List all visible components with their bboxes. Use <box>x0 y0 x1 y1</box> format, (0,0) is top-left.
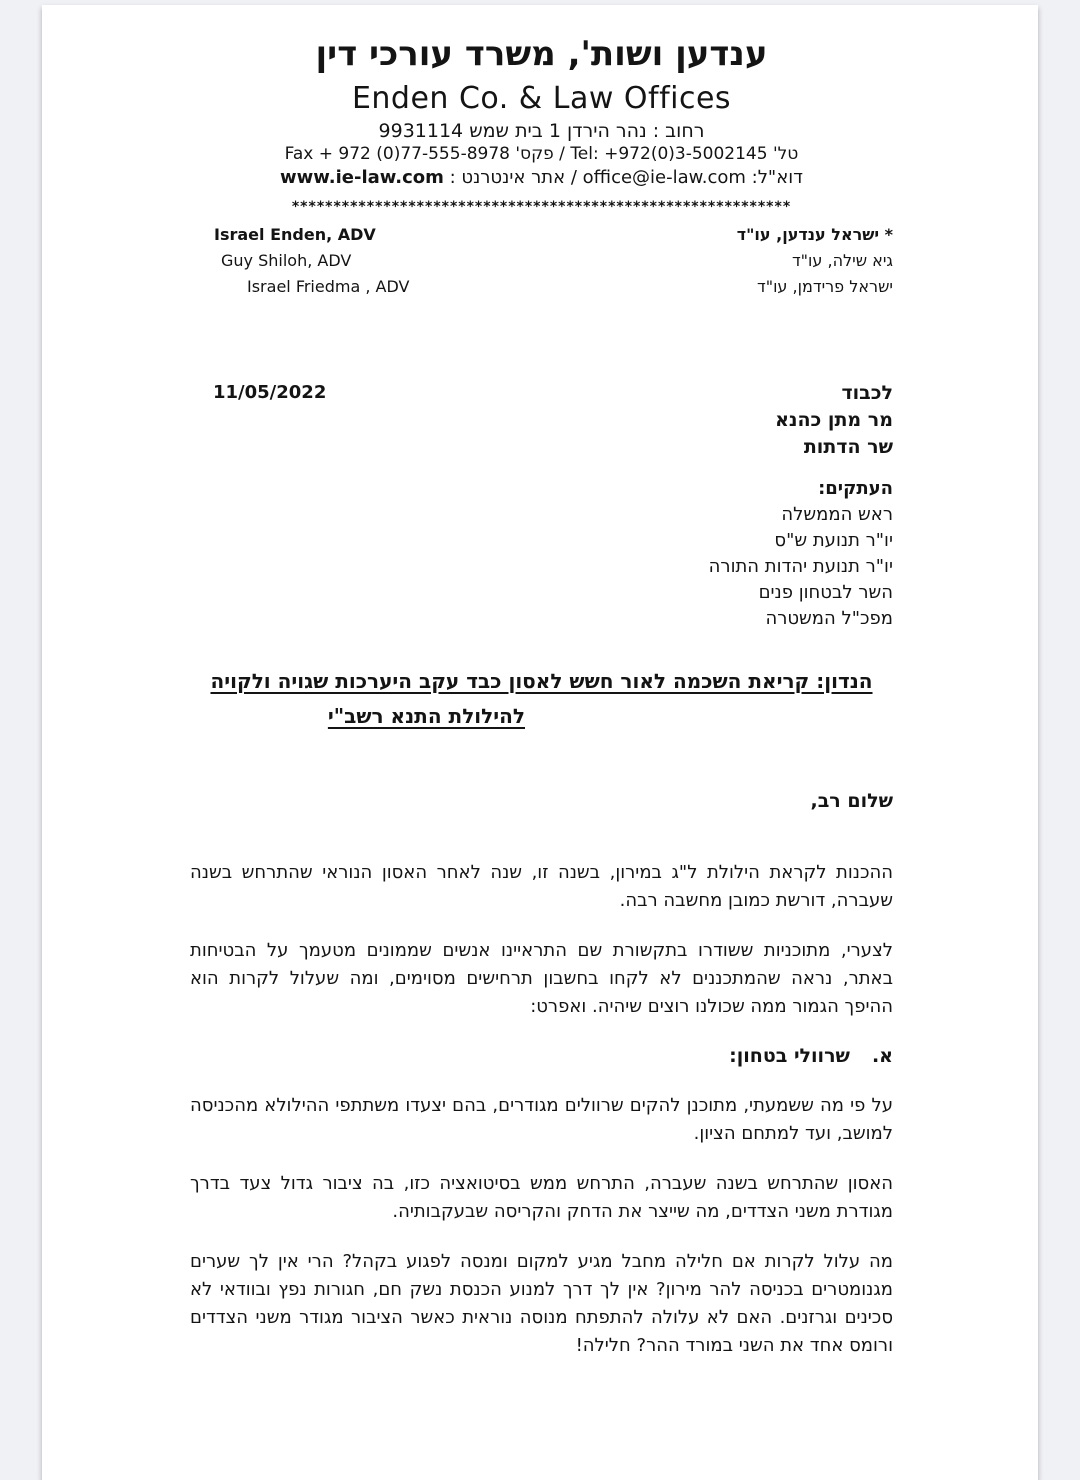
addressee-block <box>775 380 893 461</box>
address-line: רחוב : נהר הירדן 1 בית שמש 9931114 <box>378 120 705 142</box>
tel-label: טל' <box>772 144 799 164</box>
date-addressee-row <box>190 380 893 461</box>
subject-line-1: הנדון: קריאת השכמה לאור חשש לאסון כבד עקב היערכות שגויה ולקויה <box>210 669 873 693</box>
fax-number: Fax + 972 (0)77-555-8978 <box>284 144 510 164</box>
copies-item: השר לבטחון פנים <box>758 582 893 603</box>
email-web-line <box>190 166 893 190</box>
body-paragraph: על פי מה ששמעתי, מתוכנן להקים שרוולים מגודרים, בהם יצעדו משתתפי ההילולא מהכניסה למושב, ועד למתחם הציון. <box>190 1095 893 1144</box>
tel-number: Tel: +972(0)3-5002145 <box>570 144 768 164</box>
attorney-name: גיא שילה, עו"ד <box>791 251 893 270</box>
website-url: www.ie-law.com <box>280 167 444 188</box>
section-a-title: שרוולי בטחון: <box>729 1045 850 1067</box>
attorneys-hebrew-column <box>737 222 893 300</box>
phone-fax-line <box>190 143 893 166</box>
email-address: office@ie-law.com <box>582 167 746 188</box>
email-label: דוא"ל: <box>751 167 803 188</box>
website-label: אתר אינטרנט : <box>449 167 566 188</box>
subject-block <box>190 664 893 734</box>
subject-line-2: להילולת התנא רשב"י <box>327 704 525 728</box>
letterhead <box>190 29 893 190</box>
body-paragraph: האסון שהתרחש בשנה שעברה, התרחש ממש בסיטואציה כזו, בה ציבור גדול צעד בדרך מגודרת משני הצדדים, מה שייצר את הדחק והקריסה שבעקבותיה. <box>190 1173 893 1222</box>
greeting: שלום רב, <box>810 790 893 812</box>
fax-label: פקס' <box>515 144 554 164</box>
attorneys-english-column <box>190 222 409 300</box>
attorney-name: Israel Enden, ADV <box>214 225 376 244</box>
attorney-name: Israel Friedma , ADV <box>247 277 410 296</box>
phone-divider: / <box>559 144 565 164</box>
section-a-marker: א. <box>871 1045 893 1067</box>
body-paragraph: לצערי, מתוכניות ששודרו בתקשורת שם התראיינו אנשים שממונים מטעמך על הבטיחות באתר, נראה שהמתכננים לא לקחו בחשבון תרחישים מסוימים, ומה שעלול לקרות הוא ההיפך הגמור ממה שכולנו רוצים שיהיה. ואפרט: <box>190 940 893 1017</box>
copies-item: מפכ"ל המשטרה <box>765 608 893 629</box>
copies-block <box>190 476 893 632</box>
asterisk-separator: ************************************************************ <box>291 199 792 215</box>
addressee-line: שר הדתות <box>803 436 893 458</box>
attorney-name: * ישראל ענדען, עו"ד <box>736 225 893 244</box>
letter-date: 11/05/2022 <box>213 382 327 403</box>
letter-page <box>42 5 1038 1480</box>
attorneys-block <box>190 222 893 300</box>
attorney-name: ישראל פרידמן, עו"ד <box>756 277 893 296</box>
addressee-line: לכבוד <box>841 382 893 404</box>
attorney-name: Guy Shiloh, ADV <box>221 251 352 270</box>
copies-item: יו"ר תנועת יהדות התורה <box>708 556 893 577</box>
body-paragraph: מה עלול לקרות אם חלילה מחבל מגיע למקום ומנסה לפגוע בקהל? הרי אין לך שערים מגנומטרים בכניסה להר מירון? אין לך דרך למנוע הכנסת נשק חם, חגורות נפץ ובוודאי לא סכינים וגרזנים. האם לא עלולה להתפתח מנוסה נוראית כאשר הציבור מגודר משני הצדדים ורומס אחד את השני במורד ההר? חלילה! <box>190 1251 893 1356</box>
copies-item: יו"ר תנועת ש"ס <box>774 530 893 551</box>
copies-item: ראש הממשלה <box>781 504 893 525</box>
firm-name-hebrew: ענדען ושות', משרד עורכי דין <box>315 34 768 74</box>
web-divider: / <box>570 167 577 188</box>
firm-name-english: Enden Co. & Law Offices <box>351 81 732 116</box>
copies-title: העתקים: <box>818 478 893 499</box>
section-a-heading <box>190 1043 893 1070</box>
body-paragraph: ההכנות לקראת הילולת ל"ג במירון, בשנה זו, שנה לאחר האסון הנוראי שהתרחש בשנה שעברה, דורשת כמובן מחשבה רבה. <box>190 862 893 911</box>
addressee-line: מר מתן כהנא <box>775 409 893 431</box>
